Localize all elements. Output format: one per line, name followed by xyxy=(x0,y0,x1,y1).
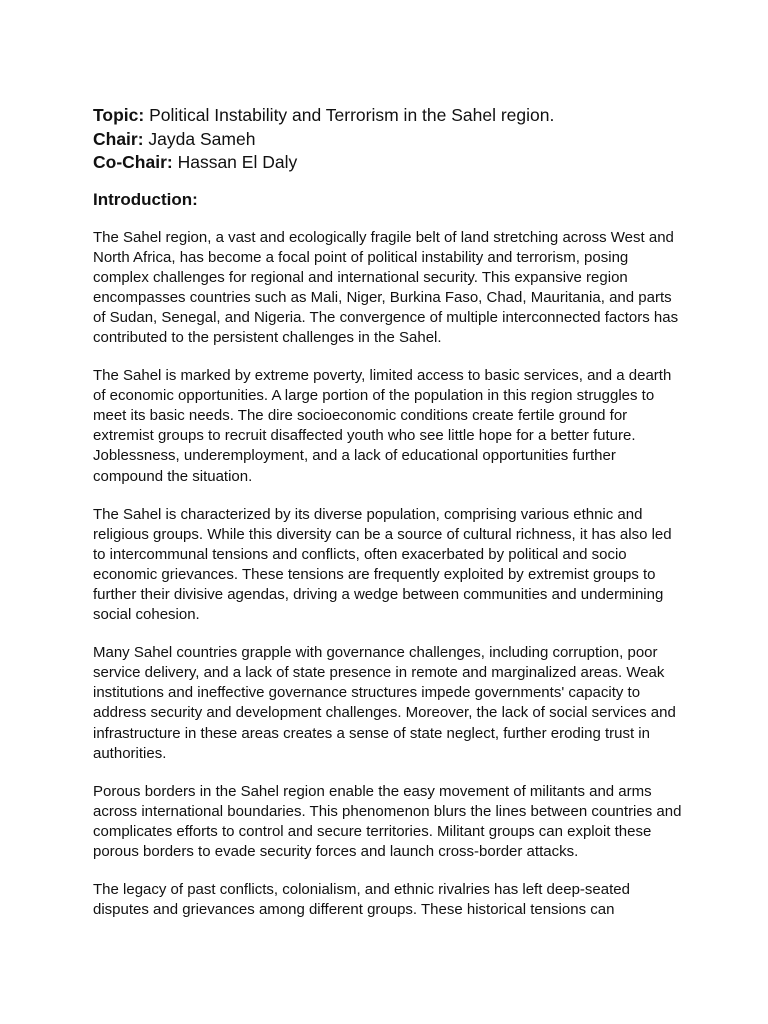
topic-value: Political Instability and Terrorism in the Sahel region. xyxy=(144,105,555,125)
paragraph: The Sahel is marked by extreme poverty, limited access to basic services, and a dearth of economic opportunities. A large portion of the population in this region struggles to meet its basic needs. The dire socioeconomic conditions create fertile ground for extremist groups to recruit disaffected youth who see little hope for a better future. Joblessness, underemployment, and a lack of educational opportunities further compound the situation. xyxy=(93,367,672,485)
introduction-heading: Introduction: xyxy=(93,189,198,209)
topic-label: Topic: xyxy=(93,105,145,125)
chair-line xyxy=(93,128,683,152)
paragraph: Many Sahel countries grapple with governance challenges, including corruption, poor service delivery, and a lack of state presence in remote and marginalized areas. Weak institutions and ineffective governance structures impede governments' capacity to address security and development challenges. Moreover, the lack of social services and infrastructure in these areas creates a sense of state neglect, further eroding trust in authorities. xyxy=(93,644,676,762)
chair-value: Jayda Sameh xyxy=(143,128,256,149)
cochair-line xyxy=(93,151,683,175)
cochair-value: Hassan El Daly xyxy=(172,152,298,172)
document-page xyxy=(93,104,683,920)
paragraph: The Sahel is characterized by its diverse population, comprising various ethnic and religious groups. While this diversity can be a source of cultural richness, it has also led to intercommunal tensions and conflicts, often exacerbated by political and socio economic grievances. These tensions are frequently exploited by extremist groups to further their divisive agendas, driving a wedge between communities and undermining social cohesion. xyxy=(93,505,672,624)
paragraph: The legacy of past conflicts, colonialism, and ethnic rivalries has left deep-seated disputes and grievances among different groups. These historical tensions can xyxy=(93,881,630,919)
cochair-label: Co-Chair: xyxy=(93,152,173,172)
topic-line xyxy=(93,104,683,128)
chair-label: Chair: xyxy=(93,128,144,149)
paragraph: The Sahel region, a vast and ecologically fragile belt of land stretching across West and North Africa, has become a focal point of political instability and terrorism, posing complex challenges for regional and international security. This expansive region encompasses countries such as Mali, Niger, Burkina Faso, Chad, Mauritania, and parts of Sudan, Senegal, and Nigeria. The convergence of multiple interconnected factors has contributed to the persistent challenges in the Sahel. xyxy=(93,228,679,346)
paragraph: Porous borders in the Sahel region enable the easy movement of militants and arms across international boundaries. This phenomenon blurs the lines between countries and complicates efforts to control and secure territories. Militant groups can exploit these porous borders to evade security forces and launch cross-border attacks. xyxy=(93,782,682,861)
